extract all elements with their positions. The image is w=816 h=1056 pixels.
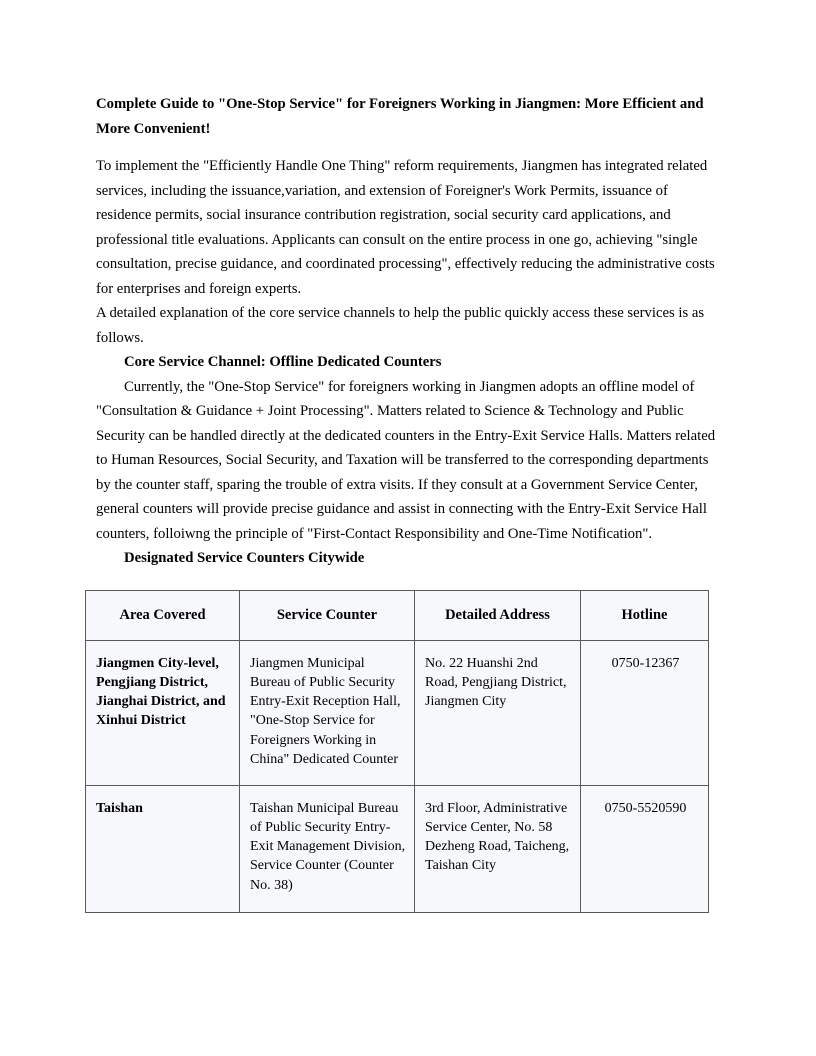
cell-area-covered: Jiangmen City-level, Pengjiang District, Jianghai District, and Xinhui District [86, 640, 240, 785]
cell-service-counter: Taishan Municipal Bureau of Public Security Entry-Exit Management Division, Service Counter (Counter No. 38) [240, 785, 415, 912]
document-title: Complete Guide to "One-Stop Service" for Foreigners Working in Jiangmen: More Efficient and More Convenient! [96, 96, 704, 137]
column-header-hotline: Hotline [581, 590, 709, 640]
table-row-taishan [86, 785, 709, 912]
table-header-row [86, 590, 709, 640]
paragraph-offline-model: Currently, the "One-Stop Service" for foreigners working in Jiangmen adopts an offline model of "Consultation & Guidance + Joint Processing". Matters related to Science & Technology and Public Security can be handled directly at the dedicated counters in the Entry-Exit Service Halls. Matters related to Human Resources, Social Security, and Taxation will be transferred to the corresponding departments by the counter staff, sparing the trouble of extra visits. If they consult at a Government Service Center, general counters will provide precise guidance and assist in connecting with the Entry-Exit Service Hall counters, folloiwng the principle of "First-Contact Responsibility and One-Time Notification". [96, 378, 716, 542]
paragraph-reform-overview: To implement the "Efficiently Handle One Thing" reform requirements, Jiangmen has integrated related services, including the issuance,variation, and extension of Foreigner's Work Permits, issuance of residence permits, social insurance contribution registration, social security card applications, and professional title evaluations. Applicants can consult on the entire process in one go, achieving "single consultation, precise guidance, and coordinated processing", effectively reducing the administrative costs for enterprises and foreign experts. [96, 158, 715, 297]
cell-detailed-address: 3rd Floor, Administrative Service Center, No. 58 Dezheng Road, Taicheng, Taishan City [415, 785, 581, 912]
section-heading-core-service-channel: Core Service Channel: Offline Dedicated Counters [124, 354, 442, 370]
cell-service-counter: Jiangmen Municipal Bureau of Public Security Entry-Exit Reception Hall, "One-Stop Service for Foreigners Working in China" Dedicated Counter [240, 640, 415, 785]
service-counters-table [85, 590, 709, 913]
table-row-jiangmen [86, 640, 709, 785]
cell-detailed-address: No. 22 Huanshi 2nd Road, Pengjiang District, Jiangmen City [415, 640, 581, 785]
column-header-area-covered: Area Covered [86, 590, 240, 640]
section-heading-designated-counters: Designated Service Counters Citywide [124, 550, 365, 566]
column-header-detailed-address: Detailed Address [415, 590, 581, 640]
cell-area-covered: Taishan [86, 785, 240, 912]
column-header-service-counter: Service Counter [240, 590, 415, 640]
document-content [96, 92, 720, 913]
cell-hotline: 0750-5520590 [581, 785, 709, 912]
paragraph-channels-intro: A detailed explanation of the core service channels to help the public quickly access these services is as follows. [96, 305, 705, 346]
cell-hotline: 0750-12367 [581, 640, 709, 785]
